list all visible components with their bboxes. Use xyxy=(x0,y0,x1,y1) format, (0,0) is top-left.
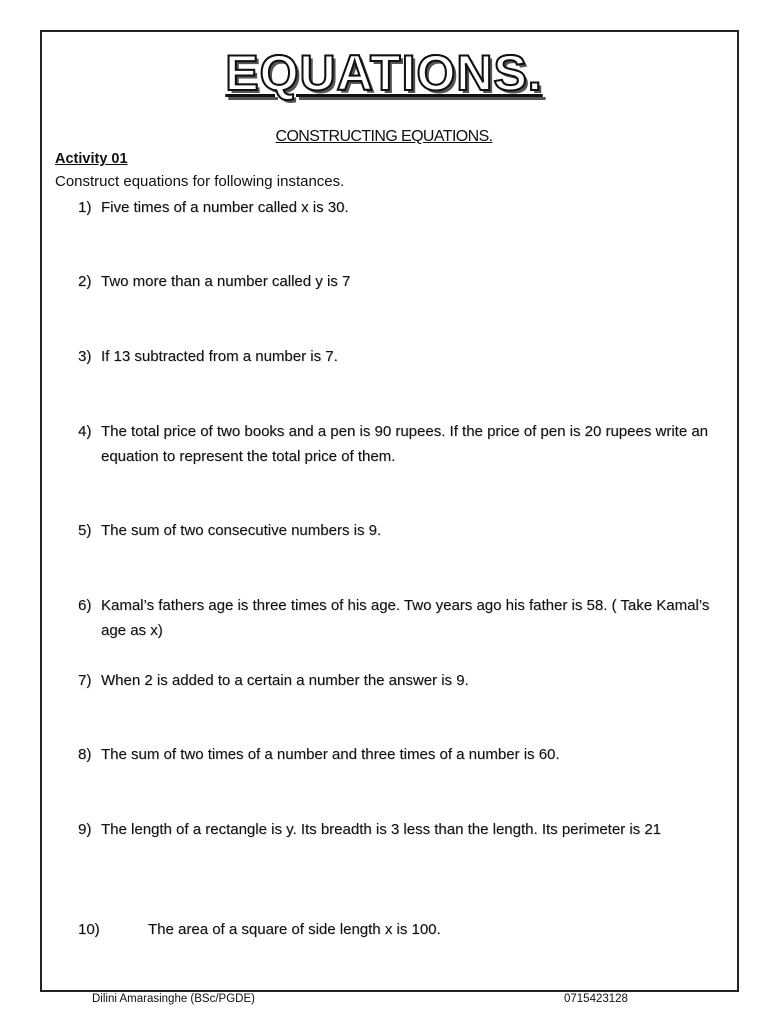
question-number: 9) xyxy=(78,821,92,838)
question-item xyxy=(78,344,718,369)
question-item xyxy=(78,195,718,220)
question-number: 10) xyxy=(78,921,100,938)
question-text: The sum of two consecutive numbers is 9. xyxy=(101,522,382,539)
instruction-text: Construct equations for following instances. xyxy=(55,173,345,190)
question-number: 3) xyxy=(78,348,92,365)
question-item xyxy=(78,668,718,693)
question-text: The total price of two books and a pen is 90 rupees. If the price of pen is 20 rupees write an equation to represent the total price of them. xyxy=(101,423,709,465)
question-text: When 2 is added to a certain a number the answer is 9. xyxy=(101,672,469,689)
question-number: 4) xyxy=(78,423,92,440)
question-item xyxy=(78,917,718,942)
question-number: 5) xyxy=(78,522,92,539)
question-text: The sum of two times of a number and three times of a number is 60. xyxy=(101,746,560,763)
activity-heading: Activity 01 xyxy=(55,151,128,167)
question-item xyxy=(78,742,718,767)
question-text: Two more than a number called y is 7 xyxy=(101,273,351,290)
question-text: The area of a square of side length x is 100. xyxy=(148,921,441,938)
question-item xyxy=(78,593,718,643)
question-text: Kamal’s fathers age is three times of his age. Two years ago his father is 58. ( Take Kamal’s age as x) xyxy=(101,597,710,639)
page-subtitle: CONSTRUCTING EQUATIONS. xyxy=(275,128,493,145)
question-text: The length of a rectangle is y. Its breadth is 3 less than the length. Its perimeter is 21 xyxy=(101,821,662,838)
question-item xyxy=(78,518,718,543)
question-number: 8) xyxy=(78,746,92,763)
footer-phone: 0715423128 xyxy=(564,993,628,1005)
question-item xyxy=(78,269,718,294)
question-number: 7) xyxy=(78,672,92,689)
question-text: If 13 subtracted from a number is 7. xyxy=(101,348,338,365)
footer-author: Dilini Amarasinghe (BSc/PGDE) xyxy=(92,993,255,1005)
question-number: 2) xyxy=(78,273,92,290)
question-number: 1) xyxy=(78,199,92,216)
question-number: 6) xyxy=(78,597,92,614)
question-item xyxy=(78,817,718,842)
page-title: EQUATIONS. xyxy=(225,45,543,101)
question-text: Five times of a number called x is 30. xyxy=(101,199,349,216)
question-item xyxy=(78,419,718,469)
